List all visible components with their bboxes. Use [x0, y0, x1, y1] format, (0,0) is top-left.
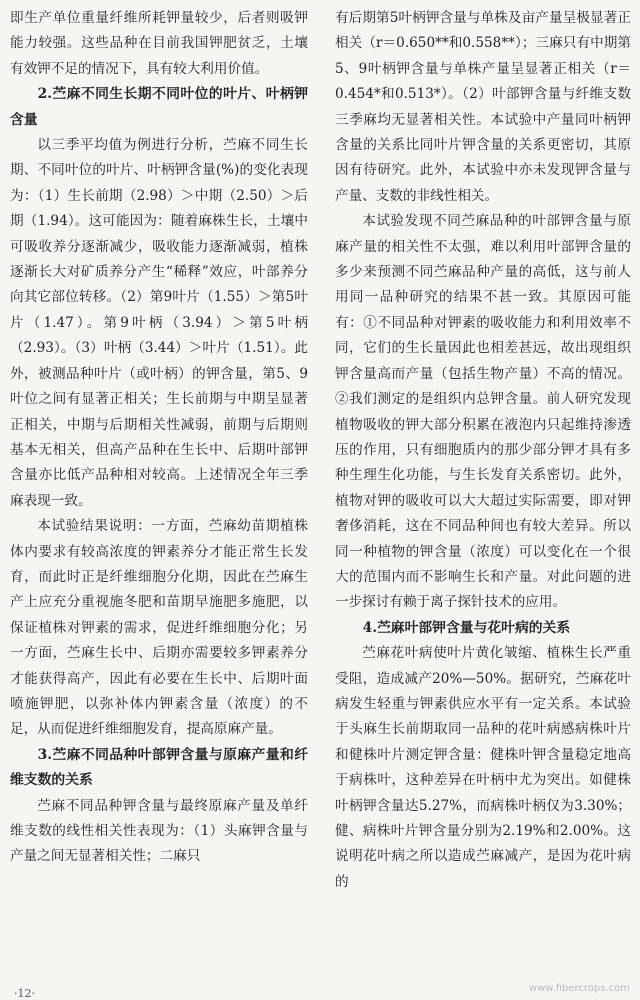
left-column	[10, 6, 308, 870]
section-heading-2: 2.苎麻不同生长期不同叶位的叶片、叶柄钾含量	[10, 86, 308, 128]
section-heading-3: 3.苎麻不同品种叶部钾含量与原麻产量和纤维支数的关系	[10, 746, 308, 789]
paragraph: 即生产单位重量纤维所耗钾量较少，后者则吸钾能力较强。这些品种在目前我国钾肥贫乏，土壤有效钾不足的情况下，具有较大利用价值。	[10, 10, 308, 77]
page-number: ·12·	[14, 987, 35, 1000]
watermark: www.fibercrops.com	[528, 983, 630, 994]
paragraph: 苎麻不同品种钾含量与最终原麻产量及单纤维支数的线性相关性表现为：（1）头麻钾含量与产量之间无显著相关性；二麻只	[10, 797, 308, 865]
column-gutter	[320, 0, 321, 1000]
paragraph: 有后期第5叶柄钾含量与单株及亩产量呈极显著正相关（r＝0.650**和0.558**）；三麻只有中期第5、9叶柄钾含量与单株产量呈显著正相关（r＝0.454*和0.513*）。（2）叶部钾含量与纤维支数三季麻均无显著相关性。本试验中产量同叶柄钾含量的关系比同叶片钾含量的关系更密切，其原因有待研究。此外，本试验中亦未发现钾含量与产量、支数的非线性相关。	[335, 10, 631, 204]
paragraph: 苎麻花叶病使叶片黄化皱缩、植株生长严重受阻，造成减产20%—50%。据研究，苎麻花叶病发生轻重与钾素供应水平有一定关系。本试验于头麻生长前期取同一品种的花叶病感病株叶片和健株叶片测定钾含量：健株叶钾含量稳定地高于病株叶，这种差异在叶柄中尤为突出。如健株叶柄钾含量达5.27%，而病株叶柄仅为3.30%；健、病株叶片钾含量分别为2.19%和2.00%。这说明花叶病之所以造成苎麻减产，是因为花叶病的	[335, 645, 631, 890]
section-heading-4: 4.苎麻叶部钾含量与花叶病的关系	[362, 619, 571, 636]
paragraph: 本试验结果说明：一方面，苎麻幼苗期植株体内要求有较高浓度的钾素养分才能正常生长发育，而此时正是纤维细胞分化期，因此在苎麻生产上应充分重视施冬肥和苗期早施肥多施肥，以保证植株对钾素的需求，促进纤维细胞分化；另一方面，苎麻生长中、后期亦需要较多钾素养分才能获得高产，因此有必要在生长中、后期叶面喷施钾肥，以弥补体内钾素含量（浓度）的不足，从而促进纤维细胞发育，提高原麻产量。	[10, 518, 308, 738]
paragraph: 本试验发现不同苎麻品种的叶部钾含量与原麻产量的相关性不太强，难以利用叶部钾含量的多少来预测不同苎麻品种产量的高低，这与前人用同一品种研究的结果不甚一致。其原因可能有：①不同品种对钾素的吸收能力和利用效率不同，它们的生长量因此也相差甚远，故出现组织钾含量高而产量（包括生物产量）不高的情况。②我们测定的是组织内总钾含量。前人研究发现植物吸收的钾大部分积累在液泡内只起维持渗透压的作用，只有细胞质内的那少部分钾才具有多种生理生化功能，与生长发育关系密切。此外，植物对钾的吸收可以大大超过实际需要，即对钾奢侈消耗，这在不同品种间也有较大差异。所以同一种植物的钾含量（浓度）可以变化在一个很大的范围内而不影响生长和产量。对此问题的进一步探讨有赖于离子探针技术的应用。	[335, 213, 631, 611]
paragraph: 以三季平均值为例进行分析，苎麻不同生长期、不同叶位的叶片、叶柄钾含量(%)的变化表现为：（1）生长前期（2.98）＞中期（2.50）＞后期（1.94）。这可能因为：随着麻株生长，土壤中可吸收养分逐渐减少，吸收能力逐渐减弱，植株逐渐长大对矿质养分产生“稀释”效应，叶部养分向其它部位转移。（2）第9叶片（1.55）＞第5叶片（1.47）。第9叶柄（3.94）＞第5叶柄（2.93）。（3）叶柄（3.44）＞叶片（1.51）。此外，被测品种叶片（或叶柄）的钾含量，第5、9叶位之间有显著正相关；生长前期与中期呈显著正相关，中期与后期相关性减弱，前期与后期则基本无相关，但高产品种在生长中、后期叶部钾含量亦比低产品种相对较高。上述情况全年三季麻表现一致。	[10, 137, 308, 509]
right-column	[335, 6, 631, 895]
